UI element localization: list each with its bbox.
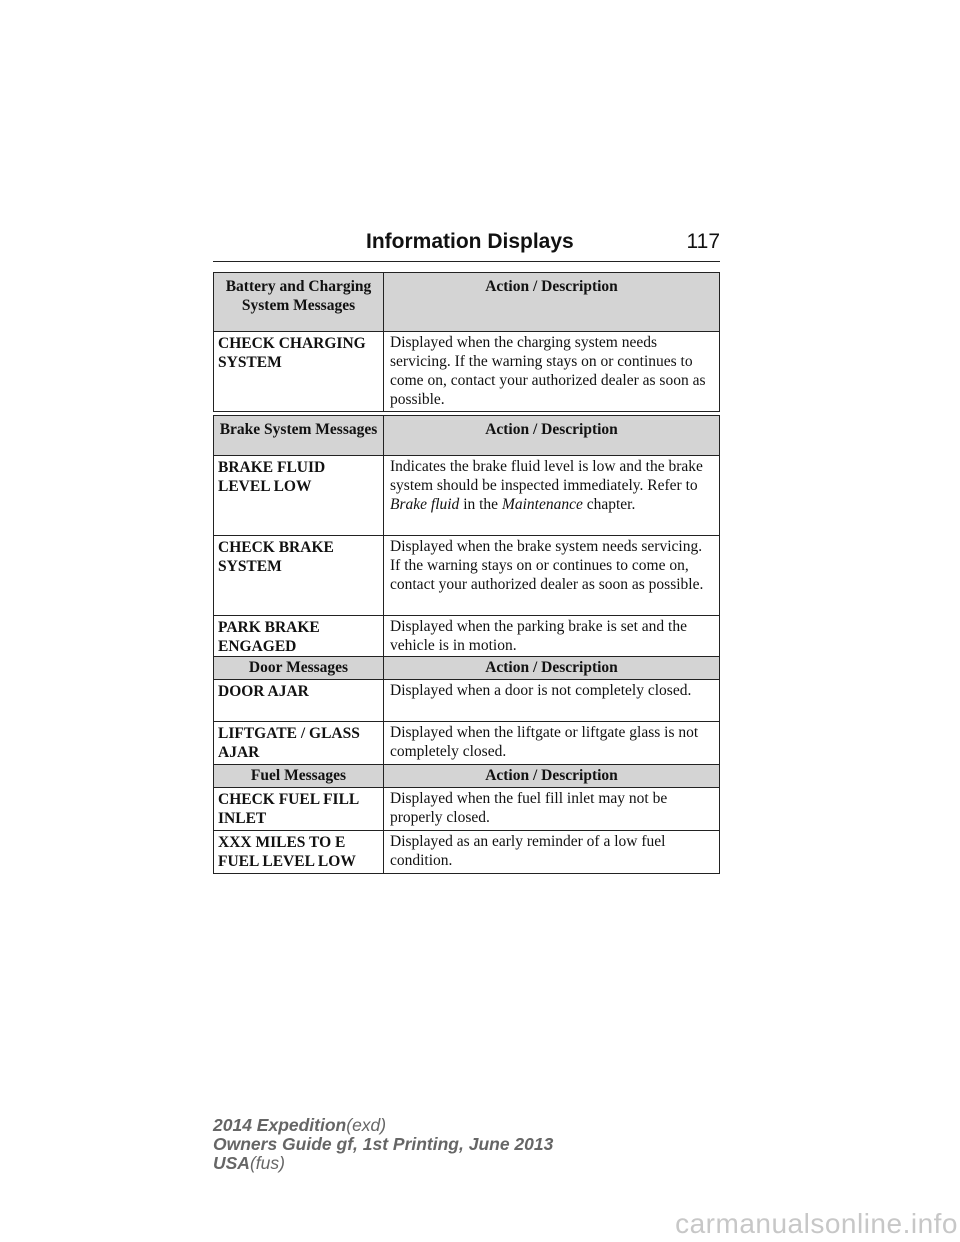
table-header-row	[214, 765, 720, 788]
message-name: PARK BRAKE ENGAGED	[214, 616, 384, 659]
footer-model: 2014 Expedition	[213, 1115, 347, 1135]
page-number: 117	[686, 230, 720, 253]
column-header-action: Action / Description	[384, 273, 720, 332]
table-row	[214, 831, 720, 874]
reference-maintenance: Maintenance	[501, 496, 583, 513]
table-header-row	[214, 273, 720, 332]
footer-line	[213, 1154, 553, 1173]
reference-brake-fluid: Brake fluid	[390, 496, 460, 513]
table-row	[214, 788, 720, 831]
message-description	[384, 456, 720, 536]
message-name: CHECK FUEL FILL INLET	[214, 788, 384, 831]
footer-market: USA	[213, 1153, 250, 1173]
document-footer	[213, 1116, 553, 1173]
table-row	[214, 456, 720, 536]
battery-messages-table	[213, 272, 720, 412]
description-text: in the	[459, 496, 502, 513]
watermark: carmanualsonline.info	[675, 1208, 958, 1239]
column-header-action: Action / Description	[384, 657, 720, 680]
column-header-message: Battery and Charging System Messages	[214, 273, 384, 332]
description-text: chapter.	[582, 496, 636, 513]
table-header-row	[214, 416, 720, 456]
fuel-messages-table	[213, 764, 720, 874]
message-name: XXX MILES TO E FUEL LEVEL LOW	[214, 831, 384, 874]
table-row	[214, 536, 720, 616]
message-description: Displayed when a door is not completely closed.	[384, 680, 720, 722]
message-name: CHECK CHARGING SYSTEM	[214, 332, 384, 412]
table-row	[214, 680, 720, 722]
brake-messages-table	[213, 415, 720, 659]
footer-market-code: (fus)	[249, 1153, 285, 1173]
message-name: CHECK BRAKE SYSTEM	[214, 536, 384, 616]
message-description: Displayed as an early reminder of a low fuel condition.	[384, 831, 720, 874]
footer-model-code: (exd)	[346, 1115, 387, 1135]
table-row	[214, 332, 720, 412]
message-name: BRAKE FLUID LEVEL LOW	[214, 456, 384, 536]
message-description: Displayed when the brake system needs servicing. If the warning stays on or continues to come on, contact your authorized dealer as soon as possible.	[384, 536, 720, 616]
section-title: Information Displays	[366, 230, 574, 253]
message-description: Displayed when the fuel fill inlet may not be properly closed.	[384, 788, 720, 831]
table-row	[214, 722, 720, 765]
column-header-action: Action / Description	[384, 416, 720, 456]
column-header-message: Door Messages	[214, 657, 384, 680]
footer-printing: Owners Guide gf, 1st Printing, June 2013	[213, 1134, 554, 1154]
table-row	[214, 616, 720, 659]
message-name: DOOR AJAR	[214, 680, 384, 722]
message-name: LIFTGATE / GLASS AJAR	[214, 722, 384, 765]
message-description: Displayed when the liftgate or liftgate glass is not completely closed.	[384, 722, 720, 765]
door-messages-table	[213, 656, 720, 765]
column-header-message: Brake System Messages	[214, 416, 384, 456]
table-header-row	[214, 657, 720, 680]
message-description: Displayed when the charging system needs servicing. If the warning stays on or continues to come on, contact your authorized dealer as soon as possible.	[384, 332, 720, 412]
page-header	[213, 227, 720, 262]
column-header-message: Fuel Messages	[214, 765, 384, 788]
message-description: Displayed when the parking brake is set and the vehicle is in motion.	[384, 616, 720, 659]
description-text: Indicates the brake fluid level is low and the brake system should be inspected immediately. Refer to	[390, 458, 703, 494]
footer-line	[213, 1116, 553, 1135]
column-header-action: Action / Description	[384, 765, 720, 788]
